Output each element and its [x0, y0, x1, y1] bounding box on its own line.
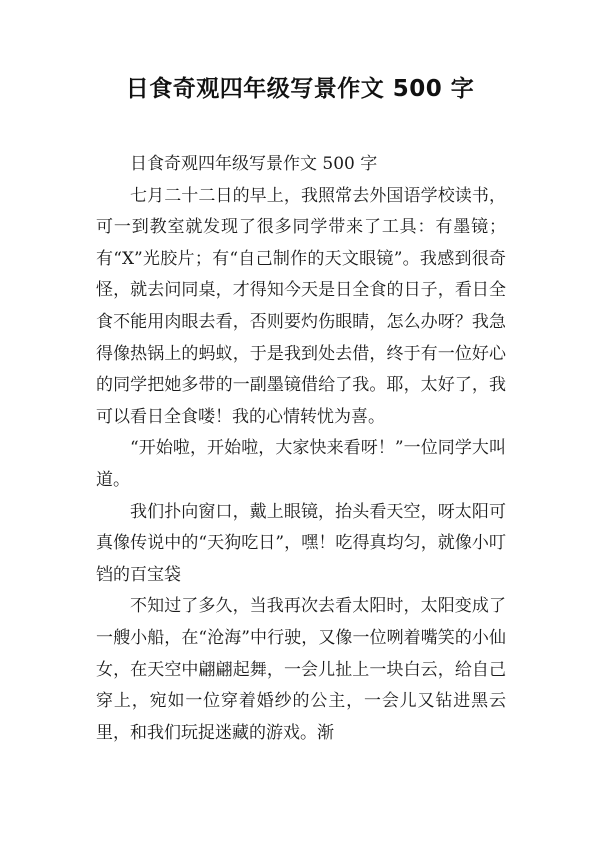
article-paragraph-3: 我们扑向窗口，戴上眼镜，抬头看天空，呀太阳可真像传说中的“天狗吃日”，嘿！吃得真均匀，就像小叮铛的百宝袋	[96, 501, 506, 585]
article-subtitle-paragraph: 日食奇观四年级写景作文 500 字	[130, 154, 378, 174]
article-paragraph-4: 不知过了多久，当我再次去看太阳时，太阳变成了一艘小船，在“沧海”中行驶，又像一位咧着嘴笑的小仙女，在天空中翩翩起舞，一会儿扯上一块白云，给自己穿上，宛如一位穿着婚纱的公主，一会儿又钻进黑云里，和我们玩捉迷藏的游戏。渐	[96, 596, 506, 743]
article-body	[96, 149, 506, 749]
article-paragraph-1: 七月二十二日的早上，我照常去外国语学校读书，可一到教室就发现了很多同学带来了工具：有墨镜；有“X”光胶片；有“自己制作的天文眼镜”。我感到很奇怪，就去问同桌，才得知今天是日全食的日子，看日全食不能用肉眼去看，否则要灼伤眼睛，怎么办呀？我急得像热锅上的蚂蚁，于是我到处去借，终于有一位好心的同学把她多带的一副墨镜借给了我。耶，太好了，我可以看日全食喽！我的心情转忧为喜。	[96, 185, 506, 427]
article-paragraph-2: “开始啦，开始啦，大家快来看呀！”一位同学大叫道。	[96, 438, 506, 490]
page-title: 日食奇观四年级写景作文 500 字	[125, 76, 475, 102]
